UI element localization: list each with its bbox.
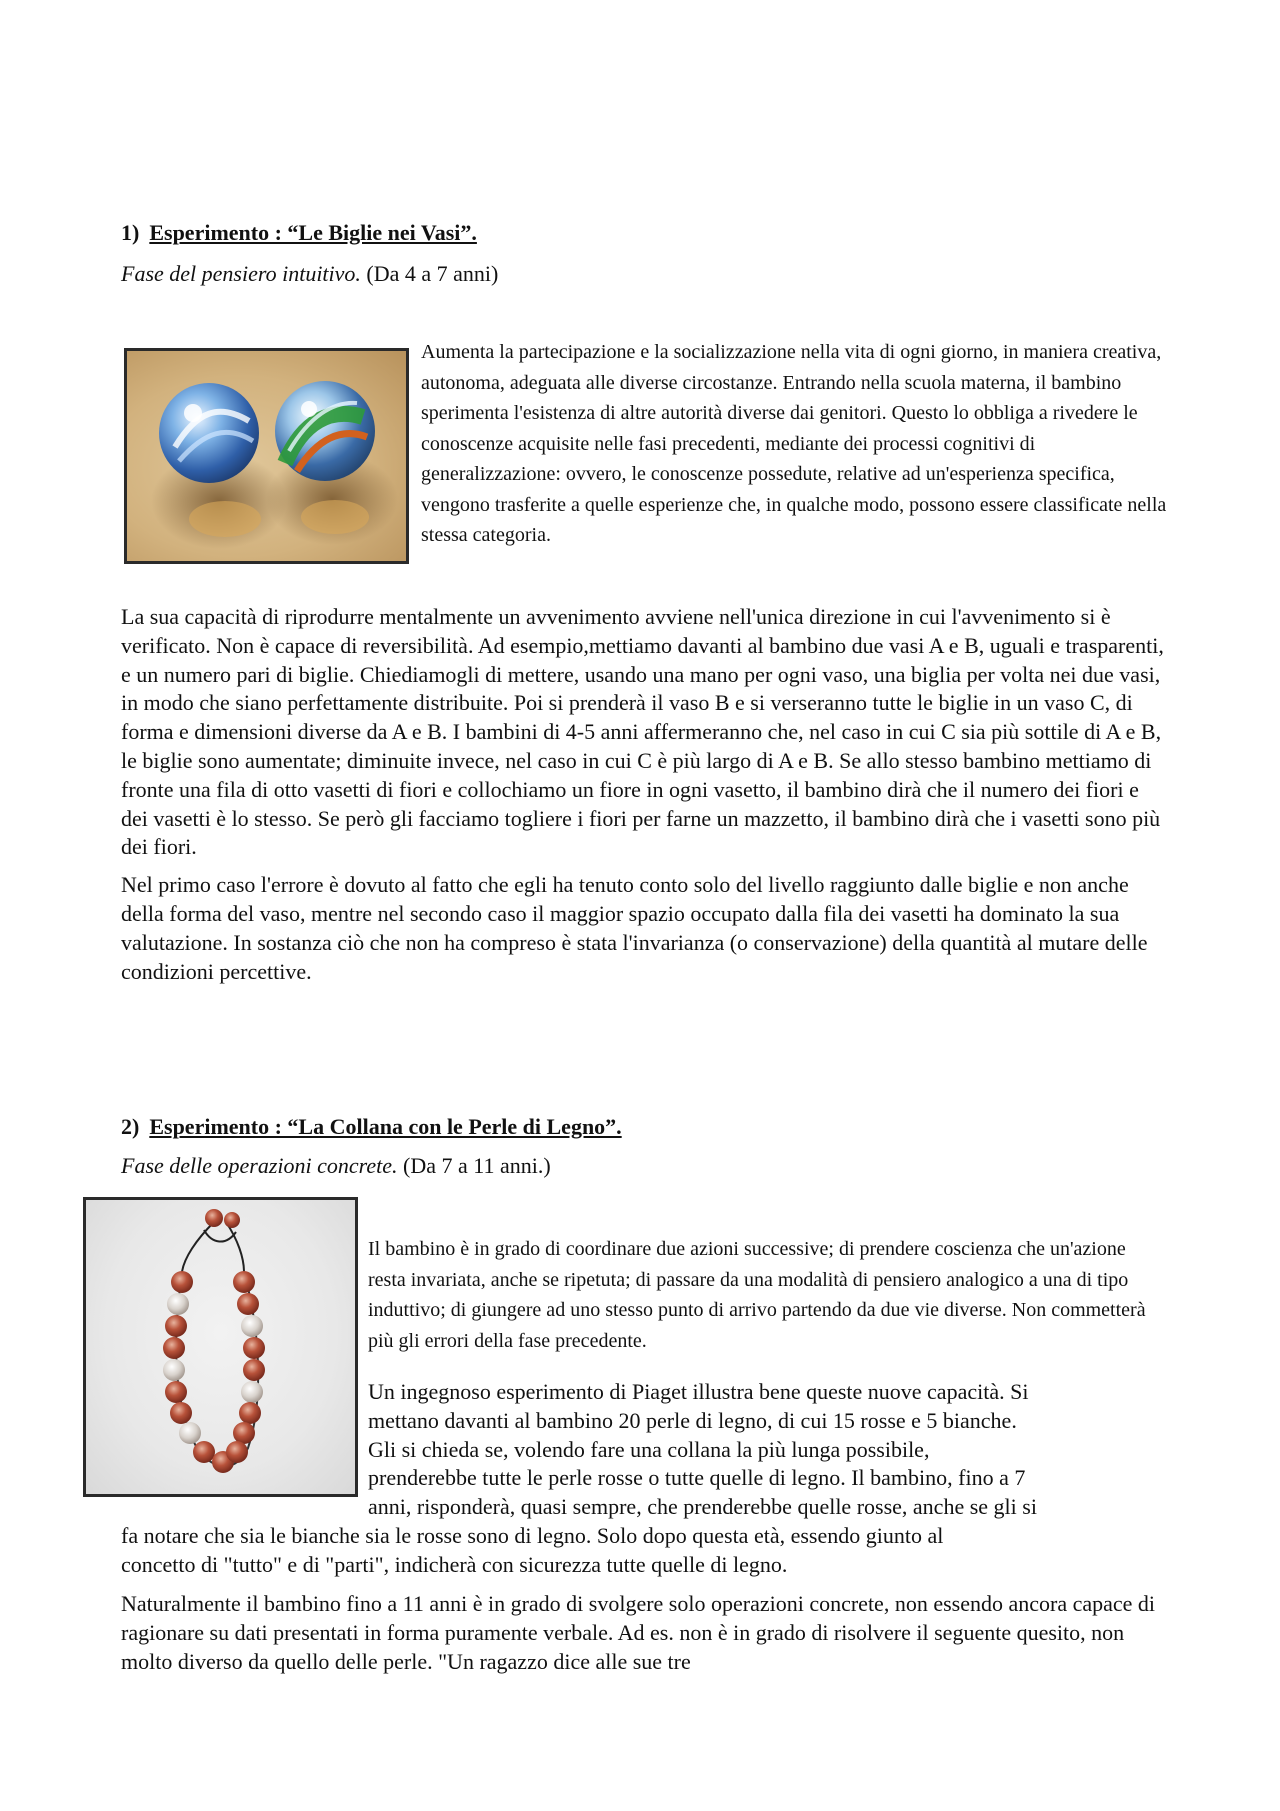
section1-body [121,603,1171,986]
section2-heading [121,1114,622,1140]
piaget-line-5: anni, risponderà, quasi sempre, che prenderebbe quelle rosse, anche se gli si [368,1494,1037,1520]
section2-side-paragraph: Il bambino è in grado di coordinare due azioni successive; di prendere coscienza che un'azione resta invariata, anche se ripetuta; di passare da una modalità di pensiero analogico a una di tipo induttivo; di giungere ad uno stesso punto di arrivo partendo da due vie diverse. Non commetterà più gli errori della fase precedente. [368,1238,1146,1352]
piaget-line-1: Un ingegnoso esperimento di Piaget illustra bene queste nuove capacità. Si [368,1379,1029,1404]
section2-title: Esperimento : “La Collana con le Perle di Legno”. [149,1114,622,1139]
section2-piaget-lines-full [121,1522,943,1580]
section1-heading [121,220,477,246]
section2-body [121,1590,1171,1676]
section1-paragraph-2: Nel primo caso l'errore è dovuto al fatto che egli ha tenuto conto solo del livello raggiunto dalle biglie e non anche della forma del vaso, mentre nel secondo caso il maggior spazio occupato dalla fila dei vasetti ha dominato la sua valutazione. In sostanza ciò che non ha compreso è stata l'invarianza (o conservazione) della quantità al mutare delle condizioni percettive. [121,872,1148,984]
section1-number: 1) [121,220,140,245]
piaget-line-7: concetto di "tutto" e di "parti", indicherà con sicurezza tutte quelle di legno. [121,1551,788,1577]
piaget-line-4: prenderebbe tutte le perle rosse o tutte quelle di legno. Il bambino, fino a 7 [368,1465,1026,1491]
piaget-line-2: mettano davanti al bambino 20 perle di legno, di cui 15 rosse e 5 bianche. [368,1407,1017,1433]
piaget-line-3: Gli si chieda se, volendo fare una collana la più lunga possibile, [368,1436,930,1462]
section1-phase: Fase del pensiero intuitivo. [121,261,361,286]
section1-age: (Da 4 a 7 anni) [360,261,499,286]
section2-number: 2) [121,1114,140,1139]
section2-subtitle [121,1153,551,1179]
marbles-photo [124,348,409,564]
section1-paragraph-1: La sua capacità di riprodurre mentalmente un avvenimento avviene nell'unica direzione in cui l'avvenimento si è verificato. Non è capace di reversibilità. Ad esempio,mettiamo davanti al bambino due vasi A e B, uguali e trasparenti, e un numero pari di biglie. Chiediamogli di mettere, usando una mano per ogni vaso, una biglia per volta nei due vasi, in modo che siano perfettamente distribuite. Poi si prenderà il vaso B e si verseranno tutte le biglie in un vaso C, di forma e dimensioni diverse da A e B. I bambini di 4-5 anni affermeranno che, nel caso in cui C sia più sottile di A e B, le biglie sono aumentate; diminuite invece, nel caso in cui C è più largo di A e B. Se allo stesso bambino mettiamo di fronte una fila di otto vasetti di fiori e collochiamo un fiore in ogni vasetto, il bambino dirà che il numero dei fiori e dei vasetti è lo stesso. Se però gli facciamo togliere i fiori per farne un mazzetto, il bambino dirà che i vasetti sono più dei fiori. [121,604,1164,860]
section2-phase: Fase delle operazioni concrete. [121,1153,398,1178]
section1-subtitle [121,261,498,287]
section1-side-paragraph: Aumenta la partecipazione e la socializzazione nella vita di ogni giorno, in maniera creativa, autonoma, adeguata alle diverse circostanze. Entrando nella scuola materna, il bambino sperimenta l'esistenza di altre autorità diverse dai genitori. Questo lo obbliga a rivedere le conoscenze acquisite nelle fasi precedenti, mediante dei processi cognitivi di generalizzazione: ovvero, le conoscenze possedute, relative ad un'esperienza specifica, vengono trasferite a quelle esperienze che, in qualche modo, possono essere classificate nella stessa categoria. [421,341,1167,546]
section2-age: (Da 7 a 11 anni.) [397,1153,551,1178]
necklace-photo [83,1197,358,1497]
section1-title: Esperimento : “Le Biglie nei Vasi”. [149,220,477,245]
section2-last-paragraph: Naturalmente il bambino fino a 11 anni è in grado di svolgere solo operazioni concrete, non essendo ancora capace di ragionare su dati presentati in forma puramente verbale. Ad es. non è in grado di risolvere il seguente quesito, non molto diverso da quello delle perle. "Un ragazzo dice alle sue tre [121,1591,1156,1674]
section2-side-text [368,1234,1168,1356]
piaget-line-6: fa notare che sia le bianche sia le rosse sono di legno. Solo dopo questa età, essendo giunto al [121,1523,944,1548]
section1-side-text [421,337,1171,551]
section2-piaget-lines-narrow [368,1378,1037,1522]
